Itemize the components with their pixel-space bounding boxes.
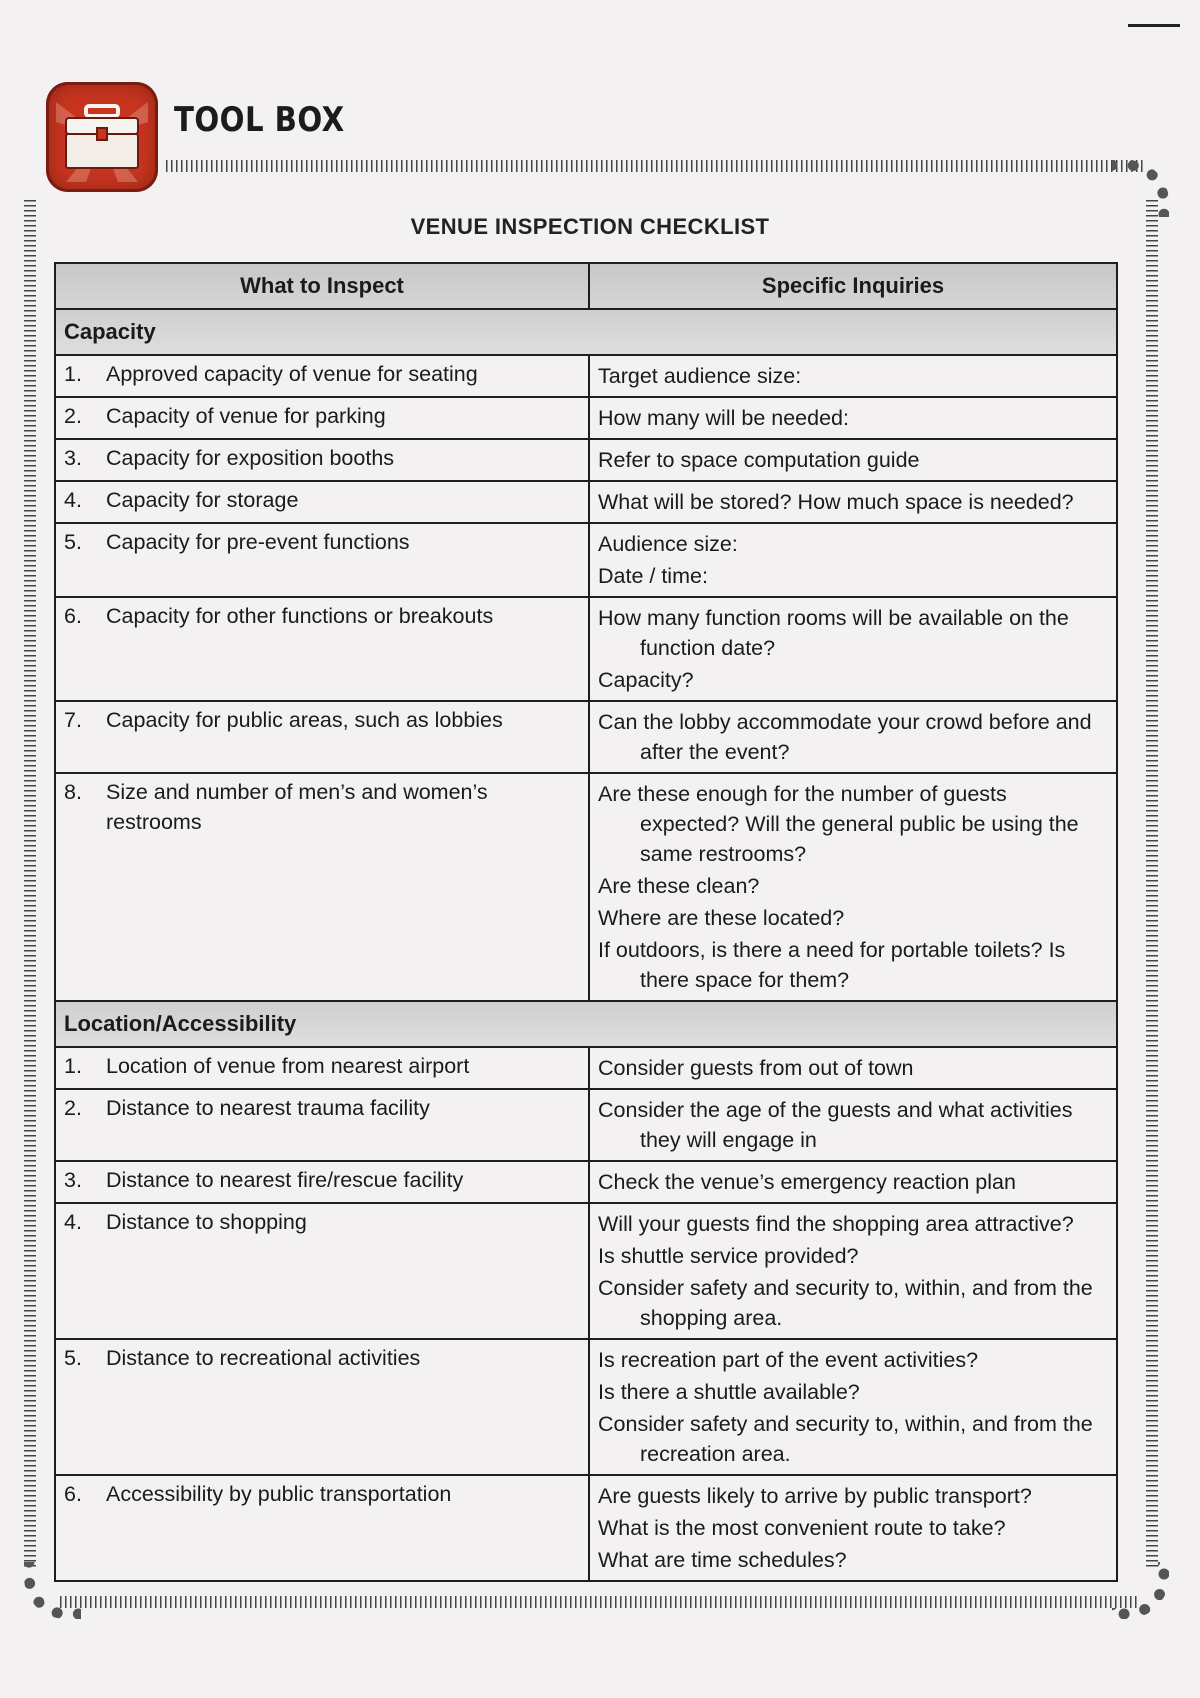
section-heading: Capacity bbox=[55, 309, 1117, 355]
inquiries-cell bbox=[589, 355, 1117, 397]
table-row bbox=[55, 1089, 1117, 1161]
table-row bbox=[55, 597, 1117, 701]
section-heading: Location/Accessibility bbox=[55, 1001, 1117, 1047]
inspect-cell bbox=[55, 355, 589, 397]
inspect-item-text: Distance to nearest fire/rescue facility bbox=[106, 1168, 464, 1192]
toolbox-icon bbox=[46, 82, 158, 192]
table-row bbox=[55, 1475, 1117, 1581]
frame-bottom-border bbox=[60, 1596, 1140, 1608]
inquiry-text: If outdoors, is there a need for portable toilets? Is there space for them? bbox=[598, 938, 1066, 992]
inspect-item-text: Capacity for pre-event functions bbox=[106, 530, 410, 554]
frame-corner bbox=[1112, 1562, 1169, 1619]
item-number: 6. bbox=[64, 1482, 82, 1506]
inquiries-cell bbox=[589, 439, 1117, 481]
inspect-item-text: Capacity for exposition booths bbox=[106, 446, 395, 470]
inquiry-text: Date / time: bbox=[598, 564, 708, 588]
table-row bbox=[55, 1203, 1117, 1339]
frame-corner bbox=[1112, 160, 1169, 217]
toolbox-title: TOOL BOX bbox=[174, 100, 345, 140]
inspect-cell bbox=[55, 1475, 589, 1581]
inquiry-text: Can the lobby accommodate your crowd before and after the event? bbox=[598, 710, 1092, 764]
inquiries-cell bbox=[589, 773, 1117, 1001]
inspect-item-text: Capacity for other functions or breakouts bbox=[106, 604, 494, 628]
scan-edge-line bbox=[1128, 24, 1180, 27]
inspect-item-text: Accessibility by public transportation bbox=[106, 1482, 452, 1506]
item-number: 6. bbox=[64, 604, 82, 628]
inspect-cell bbox=[55, 397, 589, 439]
inquiry-text: Check the venue’s emergency reaction plan bbox=[598, 1170, 1016, 1194]
table-row bbox=[55, 1339, 1117, 1475]
inquiry-text: What is the most convenient route to take? bbox=[598, 1516, 1006, 1540]
table-row bbox=[55, 439, 1117, 481]
table-row bbox=[55, 355, 1117, 397]
table-row bbox=[55, 1047, 1117, 1089]
table-row bbox=[55, 523, 1117, 597]
item-number: 2. bbox=[64, 404, 82, 428]
table-row bbox=[55, 397, 1117, 439]
inspect-cell bbox=[55, 439, 589, 481]
table-row bbox=[55, 481, 1117, 523]
frame-right-border bbox=[1146, 200, 1158, 1570]
inquiry-text: How many function rooms will be available on the function date? bbox=[598, 606, 1069, 660]
inquiries-cell bbox=[589, 481, 1117, 523]
inspect-item-text: Capacity for storage bbox=[106, 488, 299, 512]
inquiry-text: Are guests likely to arrive by public transport? bbox=[598, 1484, 1032, 1508]
table-row bbox=[55, 701, 1117, 773]
item-number: 1. bbox=[64, 1054, 82, 1078]
inspect-cell bbox=[55, 1089, 589, 1161]
inquiry-text: Consider the age of the guests and what activities they will engage in bbox=[598, 1098, 1073, 1152]
venue-inspection-table bbox=[54, 262, 1118, 1582]
inspect-cell bbox=[55, 1203, 589, 1339]
inspect-cell bbox=[55, 701, 589, 773]
inquiries-cell bbox=[589, 1475, 1117, 1581]
column-header-specific-inquiries: Specific Inquiries bbox=[589, 263, 1117, 309]
inspect-cell bbox=[55, 1161, 589, 1203]
inspect-cell bbox=[55, 773, 589, 1001]
inspect-item-text: Distance to shopping bbox=[106, 1210, 307, 1234]
table-row bbox=[55, 1161, 1117, 1203]
table-row bbox=[55, 773, 1117, 1001]
inspect-item-text: Distance to nearest trauma facility bbox=[106, 1096, 430, 1120]
item-number: 8. bbox=[64, 780, 82, 804]
item-number: 3. bbox=[64, 1168, 82, 1192]
inquiries-cell bbox=[589, 1047, 1117, 1089]
table-header-row bbox=[55, 263, 1117, 309]
inquiry-text: What are time schedules? bbox=[598, 1548, 847, 1572]
item-number: 4. bbox=[64, 488, 82, 512]
inspect-item-text: Capacity of venue for parking bbox=[106, 404, 386, 428]
inquiry-text: Is shuttle service provided? bbox=[598, 1244, 859, 1268]
inspect-item-text: Capacity for public areas, such as lobbies bbox=[106, 708, 503, 732]
inspect-item-text: Size and number of men’s and women’s restrooms bbox=[106, 780, 488, 834]
inquiries-cell bbox=[589, 1161, 1117, 1203]
inquiry-text: Consider safety and security to, within, and from the recreation area. bbox=[598, 1412, 1093, 1466]
item-number: 5. bbox=[64, 1346, 82, 1370]
inspect-cell bbox=[55, 1339, 589, 1475]
inquiry-text: Capacity? bbox=[598, 668, 694, 692]
inquiry-text: Are these enough for the number of guests expected? Will the general public be using the same restrooms? bbox=[598, 782, 1079, 866]
inquiry-text: Audience size: bbox=[598, 532, 738, 556]
item-number: 2. bbox=[64, 1096, 82, 1120]
inquiry-text: Are these clean? bbox=[598, 874, 760, 898]
inquiry-text: Is there a shuttle available? bbox=[598, 1380, 860, 1404]
item-number: 7. bbox=[64, 708, 82, 732]
inspect-item-text: Location of venue from nearest airport bbox=[106, 1054, 470, 1078]
inquiry-text: What will be stored? How much space is needed? bbox=[598, 490, 1074, 514]
inquiries-cell bbox=[589, 523, 1117, 597]
section-row bbox=[55, 309, 1117, 355]
inquiries-cell bbox=[589, 1089, 1117, 1161]
checklist-title: VENUE INSPECTION CHECKLIST bbox=[410, 214, 770, 239]
item-number: 4. bbox=[64, 1210, 82, 1234]
inspect-item-text: Distance to recreational activities bbox=[106, 1346, 421, 1370]
inquiries-cell bbox=[589, 397, 1117, 439]
inspect-cell bbox=[55, 481, 589, 523]
frame-top-border bbox=[166, 160, 1146, 172]
inquiry-text: Is recreation part of the event activities? bbox=[598, 1348, 979, 1372]
frame-left-border bbox=[24, 200, 36, 1570]
item-number: 3. bbox=[64, 446, 82, 470]
inspect-cell bbox=[55, 523, 589, 597]
inquiry-text: Consider safety and security to, within, and from the shopping area. bbox=[598, 1276, 1093, 1330]
inquiries-cell bbox=[589, 1339, 1117, 1475]
inquiry-text: Will your guests find the shopping area attractive? bbox=[598, 1212, 1074, 1236]
section-row bbox=[55, 1001, 1117, 1047]
inquiry-text: Where are these located? bbox=[598, 906, 845, 930]
inquiry-text: Refer to space computation guide bbox=[598, 448, 920, 472]
inspect-item-text: Approved capacity of venue for seating bbox=[106, 362, 478, 386]
inquiries-cell bbox=[589, 1203, 1117, 1339]
inspect-cell bbox=[55, 597, 589, 701]
item-number: 1. bbox=[64, 362, 82, 386]
inquiry-text: Consider guests from out of town bbox=[598, 1056, 914, 1080]
item-number: 5. bbox=[64, 530, 82, 554]
column-header-what-to-inspect: What to Inspect bbox=[55, 263, 589, 309]
inquiries-cell bbox=[589, 701, 1117, 773]
inquiry-text: Target audience size: bbox=[598, 364, 802, 388]
inquiry-text: How many will be needed: bbox=[598, 406, 849, 430]
inspect-cell bbox=[55, 1047, 589, 1089]
inquiries-cell bbox=[589, 597, 1117, 701]
